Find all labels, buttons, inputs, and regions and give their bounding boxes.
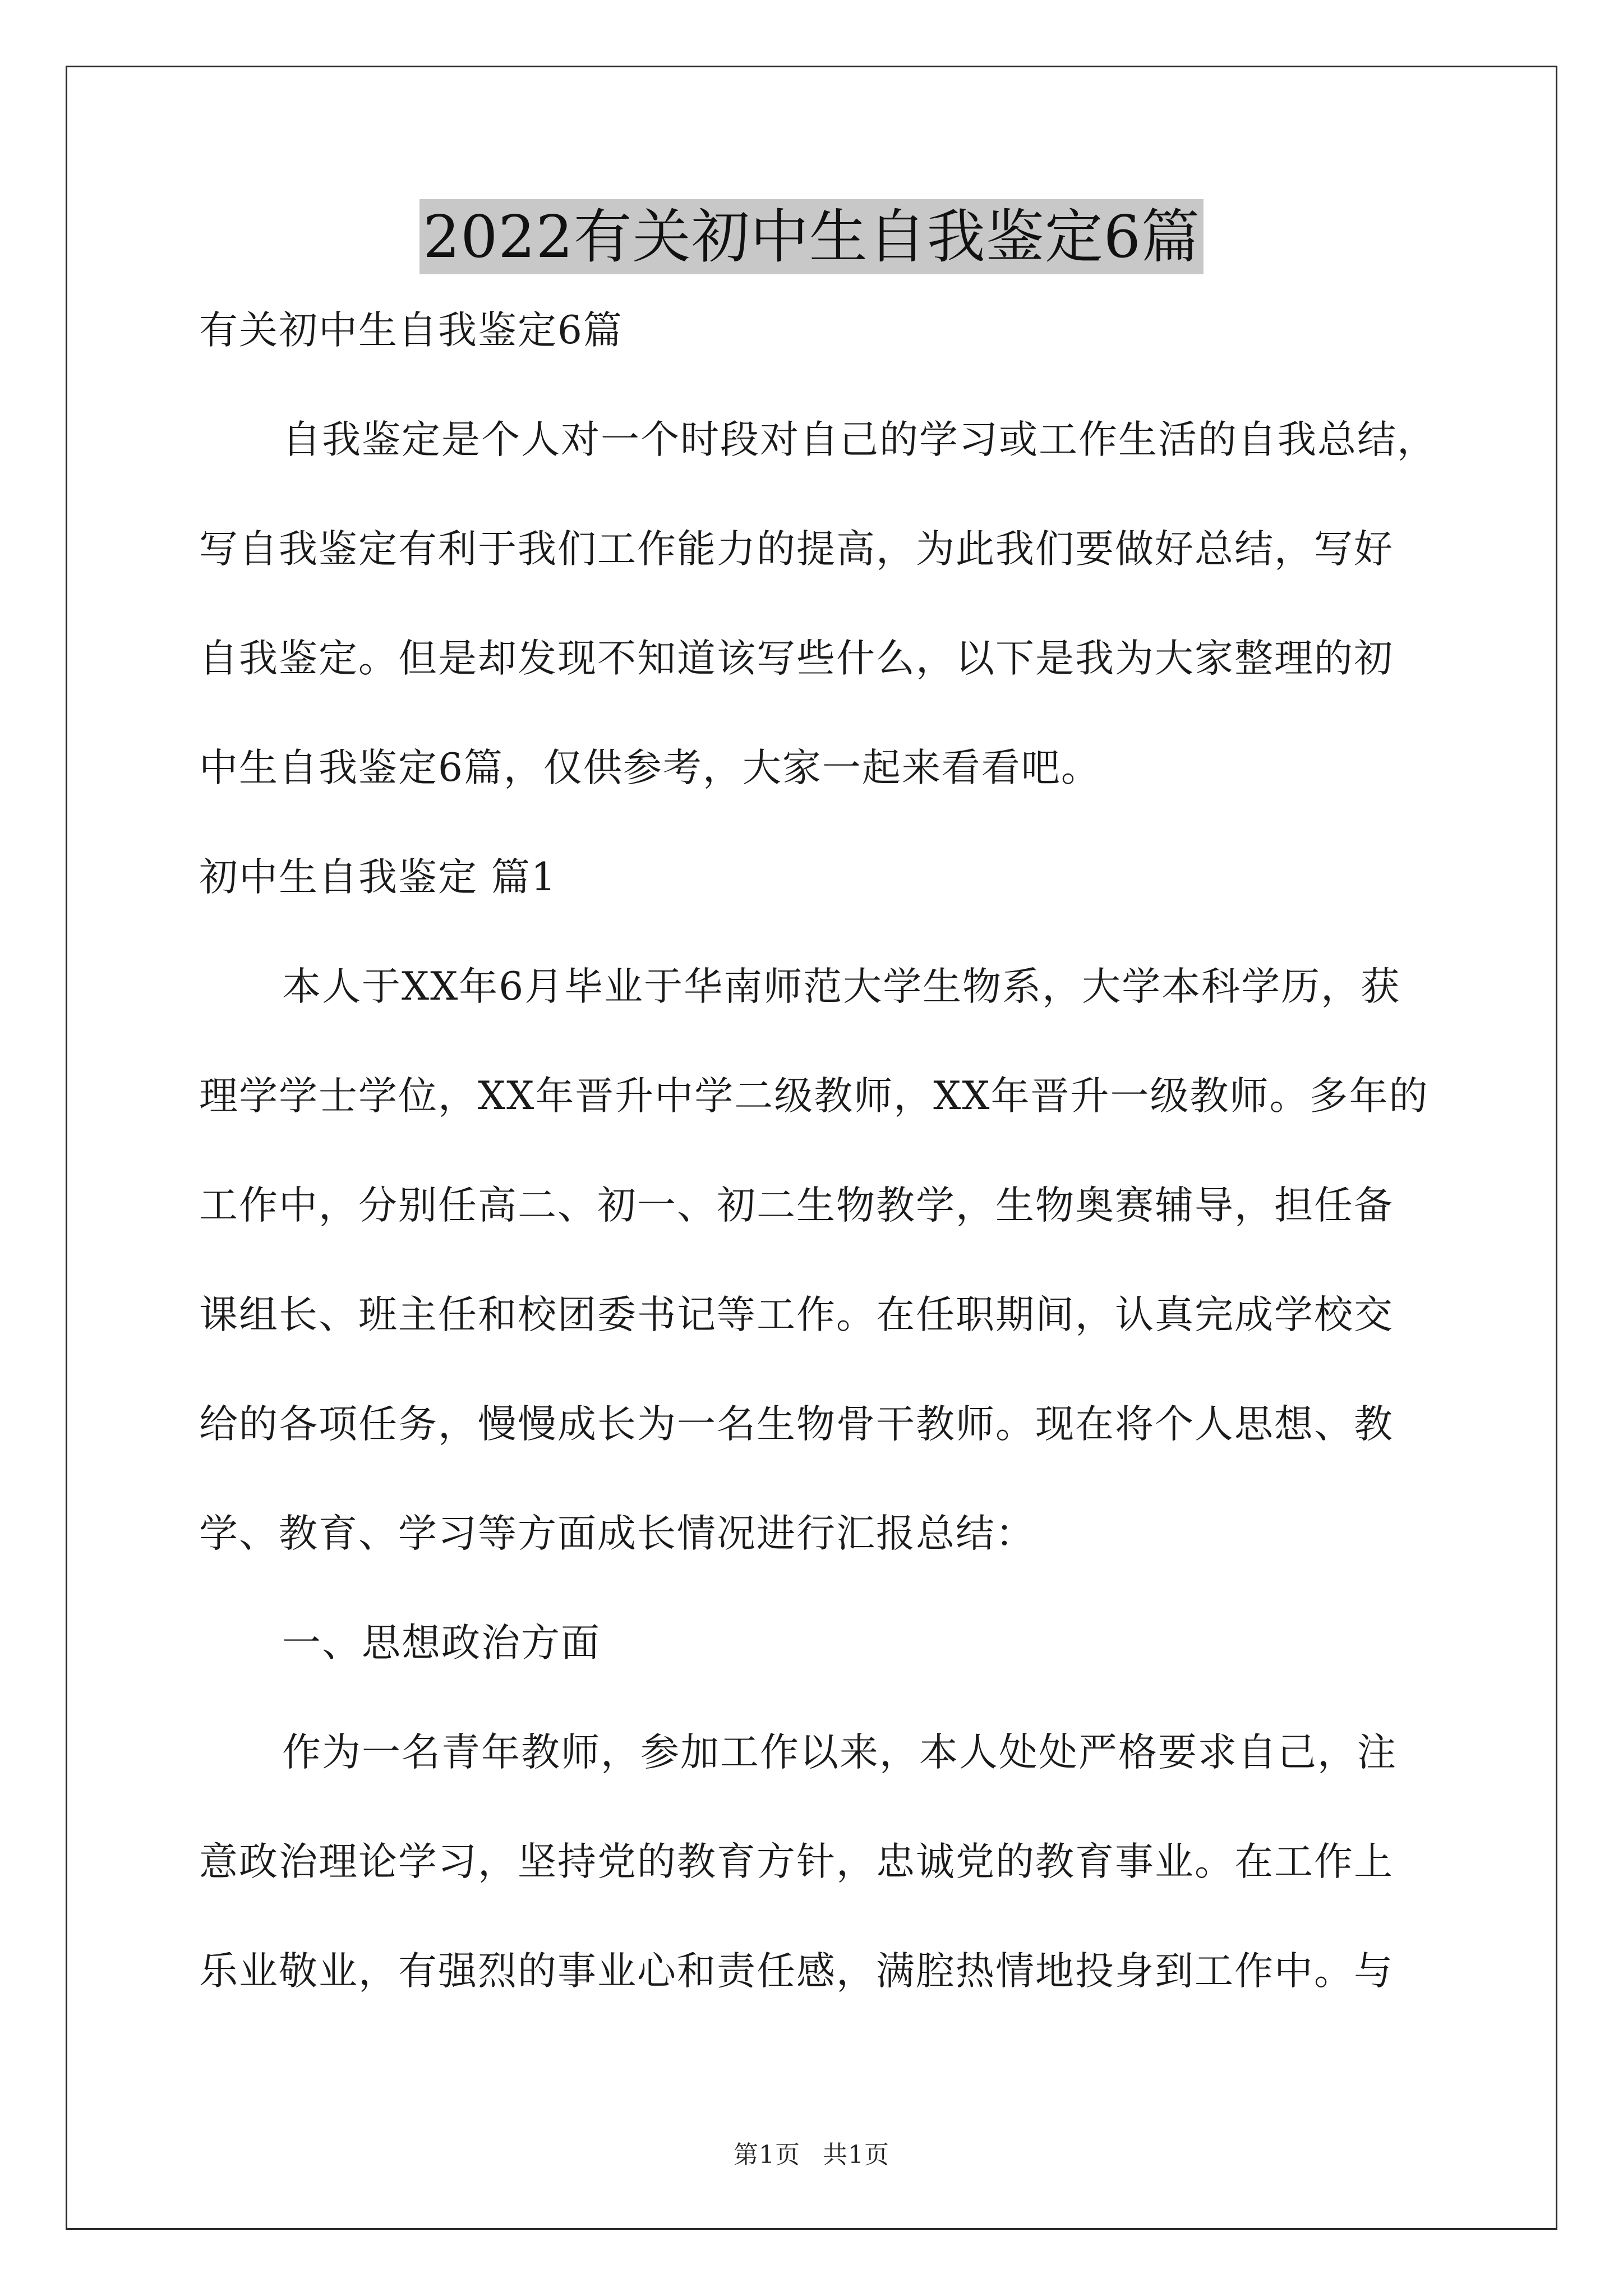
- body-line: 本人于XX年6月毕业于华南师范大学生物系，大学本科学历，获: [282, 964, 1401, 1009]
- subsection-heading: 一、思想政治方面: [282, 1621, 601, 1665]
- body-line: 中生自我鉴定6篇，仅供参考，大家一起来看看吧。: [199, 746, 1101, 790]
- body-line: 工作中，分别任高二、初一、初二生物教学，生物奥赛辅导，担任备: [199, 1183, 1394, 1228]
- page-number: 第1页: [734, 2141, 800, 2169]
- body-line: 自我鉴定。但是却发现不知道该写些什么，以下是我为大家整理的初: [199, 636, 1394, 681]
- body-line: 理学学士学位，XX年晋升中学二级教师，XX年晋升一级教师。多年的: [199, 1074, 1429, 1119]
- section-heading: 初中生自我鉴定 篇1: [199, 855, 557, 900]
- page-total: 共1页: [823, 2141, 889, 2169]
- body-line: 给的各项任务，慢慢成长为一名生物骨干教师。现在将个人思想、教: [199, 1402, 1394, 1447]
- body-line: 学、教育、学习等方面成长情况进行汇报总结：: [199, 1511, 1035, 1556]
- body-line: 有关初中生自我鉴定6篇: [199, 308, 623, 353]
- body-line: 乐业敬业，有强烈的事业心和责任感，满腔热情地投身到工作中。与: [199, 1949, 1394, 1994]
- title-container: [0, 199, 1623, 274]
- body-line: 自我鉴定是个人对一个时段对自己的学习或工作生活的自我总结，: [282, 417, 1437, 462]
- body-line: 作为一名青年教师，参加工作以来，本人处处严格要求自己，注: [282, 1730, 1397, 1775]
- document-title: 2022有关初中生自我鉴定6篇: [419, 199, 1204, 274]
- document-body: [199, 308, 1472, 2062]
- body-line: 写自我鉴定有利于我们工作能力的提高，为此我们要做好总结，写好: [199, 527, 1394, 572]
- body-line: 课组长、班主任和校团委书记等工作。在任职期间，认真完成学校交: [199, 1292, 1394, 1337]
- body-line: 意政治理论学习，坚持党的教育方针，忠诚党的教育事业。在工作上: [199, 1839, 1394, 1884]
- page-footer: [0, 2134, 1623, 2170]
